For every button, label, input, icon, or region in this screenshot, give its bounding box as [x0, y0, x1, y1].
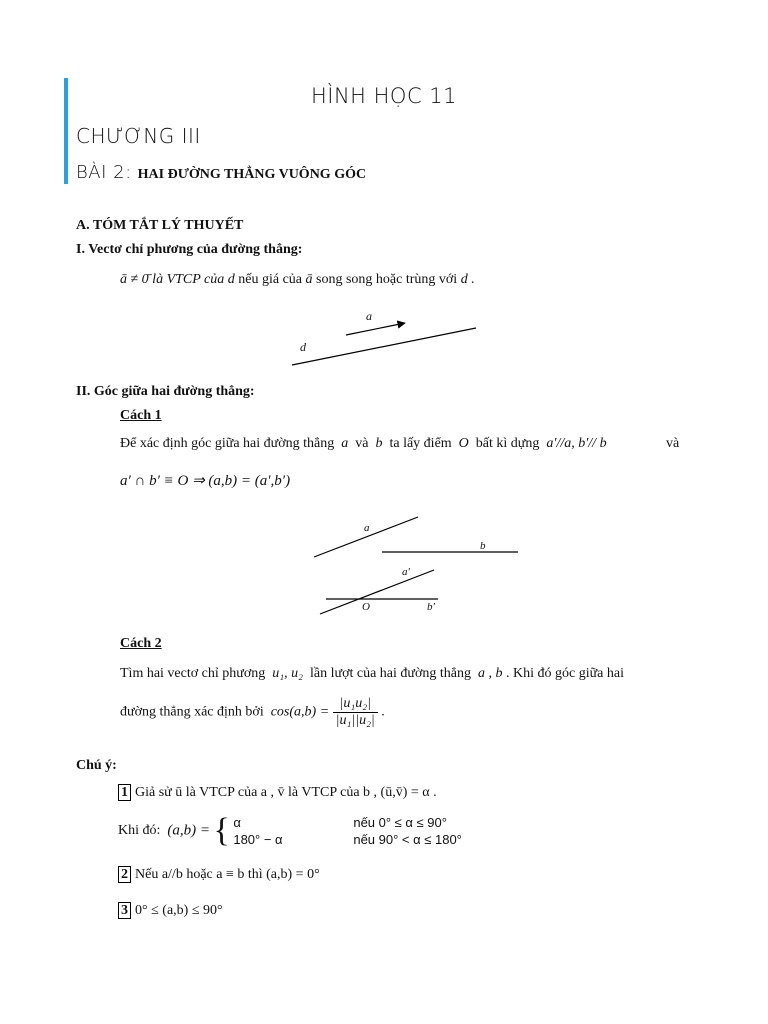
method1-line1 — [120, 436, 607, 452]
note-1-case2 — [233, 831, 462, 848]
m1-parallel: a′//a, b′// b — [546, 436, 607, 451]
note-2 — [118, 866, 320, 883]
note-1-text: Giả sử ū là VTCP của a , v̄ là VTCP của b , (ū,v̄) = α . — [135, 785, 437, 800]
note-1-brace-icon: { — [213, 812, 230, 849]
m2-pre: Tìm hai vectơ chỉ phương — [120, 666, 266, 681]
lesson-number: BÀI 2: — [76, 162, 132, 183]
note-1-lhs: (a,b) = — [167, 822, 211, 839]
note-3-text: 0° ≤ (a,b) ≤ 90° — [135, 903, 223, 918]
part1-heading: I. Vectơ chỉ phương của đường thẳng: — [76, 242, 303, 257]
section-a-heading: A. TÓM TẮT LÝ THUYẾT — [76, 218, 244, 233]
lesson-title: HAI ĐƯỜNG THẲNG VUÔNG GÓC — [137, 167, 367, 182]
note-3-box: 3 — [118, 902, 131, 919]
note-1-khido: Khi đó: — [118, 823, 161, 838]
m2-dot: . — [381, 704, 385, 720]
fig1-label-a: a — [366, 309, 372, 323]
method1-line2: a′ ∩ b′ ≡ O ⇒ (a,b) = (a′,b′) — [120, 473, 291, 489]
method2-label: Cách 2 — [120, 636, 162, 651]
note-1-case2-val: 180° − α — [233, 832, 283, 847]
m2-fraction — [333, 696, 378, 729]
fig2-label-b2: b′ — [427, 601, 435, 613]
m2-line2-pre: đường thẳng xác định bởi — [120, 704, 264, 720]
note-1-case1 — [233, 814, 462, 831]
m2-vec: u₁, u₂ — [272, 666, 303, 681]
method2-line2 — [120, 696, 385, 729]
note-1-case2-cond: nếu 90° < α ≤ 180° — [353, 832, 462, 847]
fig2-label-a: a — [364, 522, 370, 534]
chapter-heading: CHƯƠNG III — [76, 124, 201, 148]
m2-frac-den: |u₁||u₂| — [335, 713, 375, 728]
note-1-case-block — [233, 814, 462, 848]
method2-line1 — [120, 666, 624, 682]
m2-end: . Khi đó góc giữa hai — [505, 666, 624, 681]
fig1-line-d — [292, 328, 476, 365]
fig2-line-a2 — [320, 570, 434, 614]
part2-heading: II. Góc giữa hai đường thẳng: — [76, 384, 255, 399]
m1-va: và — [666, 436, 680, 451]
m1-b: b — [375, 436, 383, 451]
note-1-cases — [118, 814, 462, 848]
m2-frac-num: |u₁u₂| — [333, 696, 378, 713]
part1-a: ā — [305, 272, 313, 287]
fig1-vector-a — [346, 323, 405, 335]
note-1 — [118, 784, 437, 801]
fig2-label-b: b — [480, 540, 486, 552]
m2-ab: a , b — [477, 666, 503, 681]
m1-O: O — [458, 436, 469, 451]
part1-pre: ā ≠ 0̄ là VTCP của — [120, 272, 225, 287]
m1-and: và — [355, 436, 369, 451]
part1-d2: d . — [460, 272, 475, 287]
fig2-label-O: O — [362, 601, 370, 613]
note-2-text: Nếu a//b hoặc a ≡ b thì (a,b) = 0° — [135, 867, 320, 882]
m1-text1: Để xác định góc giữa hai đường thẳng — [120, 436, 335, 451]
note-1-case1-cond: nếu 0° ≤ α ≤ 90° — [353, 815, 447, 830]
m2-post: lần lượt của hai đường thẳng — [309, 666, 471, 681]
part1-post: song song hoặc trùng với — [316, 272, 458, 287]
fig1-label-d: d — [300, 340, 306, 354]
note-1-box: 1 — [118, 784, 131, 801]
part1-d: d — [227, 272, 235, 287]
method1-label: Cách 1 — [120, 408, 162, 423]
m1-a: a — [341, 436, 349, 451]
notes-heading: Chú ý: — [76, 758, 117, 773]
note-3 — [118, 902, 223, 919]
page-title: HÌNH HỌC 11 — [310, 84, 458, 108]
fig2-label-a2: a′ — [402, 566, 410, 578]
note-2-box: 2 — [118, 866, 131, 883]
m1-post: bất kì dựng — [475, 436, 540, 451]
m2-cos: cos(a,b) = — [270, 704, 330, 720]
part1-mid: nếu giá của — [238, 272, 303, 287]
m1-mid: ta lấy điểm — [389, 436, 452, 451]
note-1-case1-val: α — [233, 815, 241, 830]
